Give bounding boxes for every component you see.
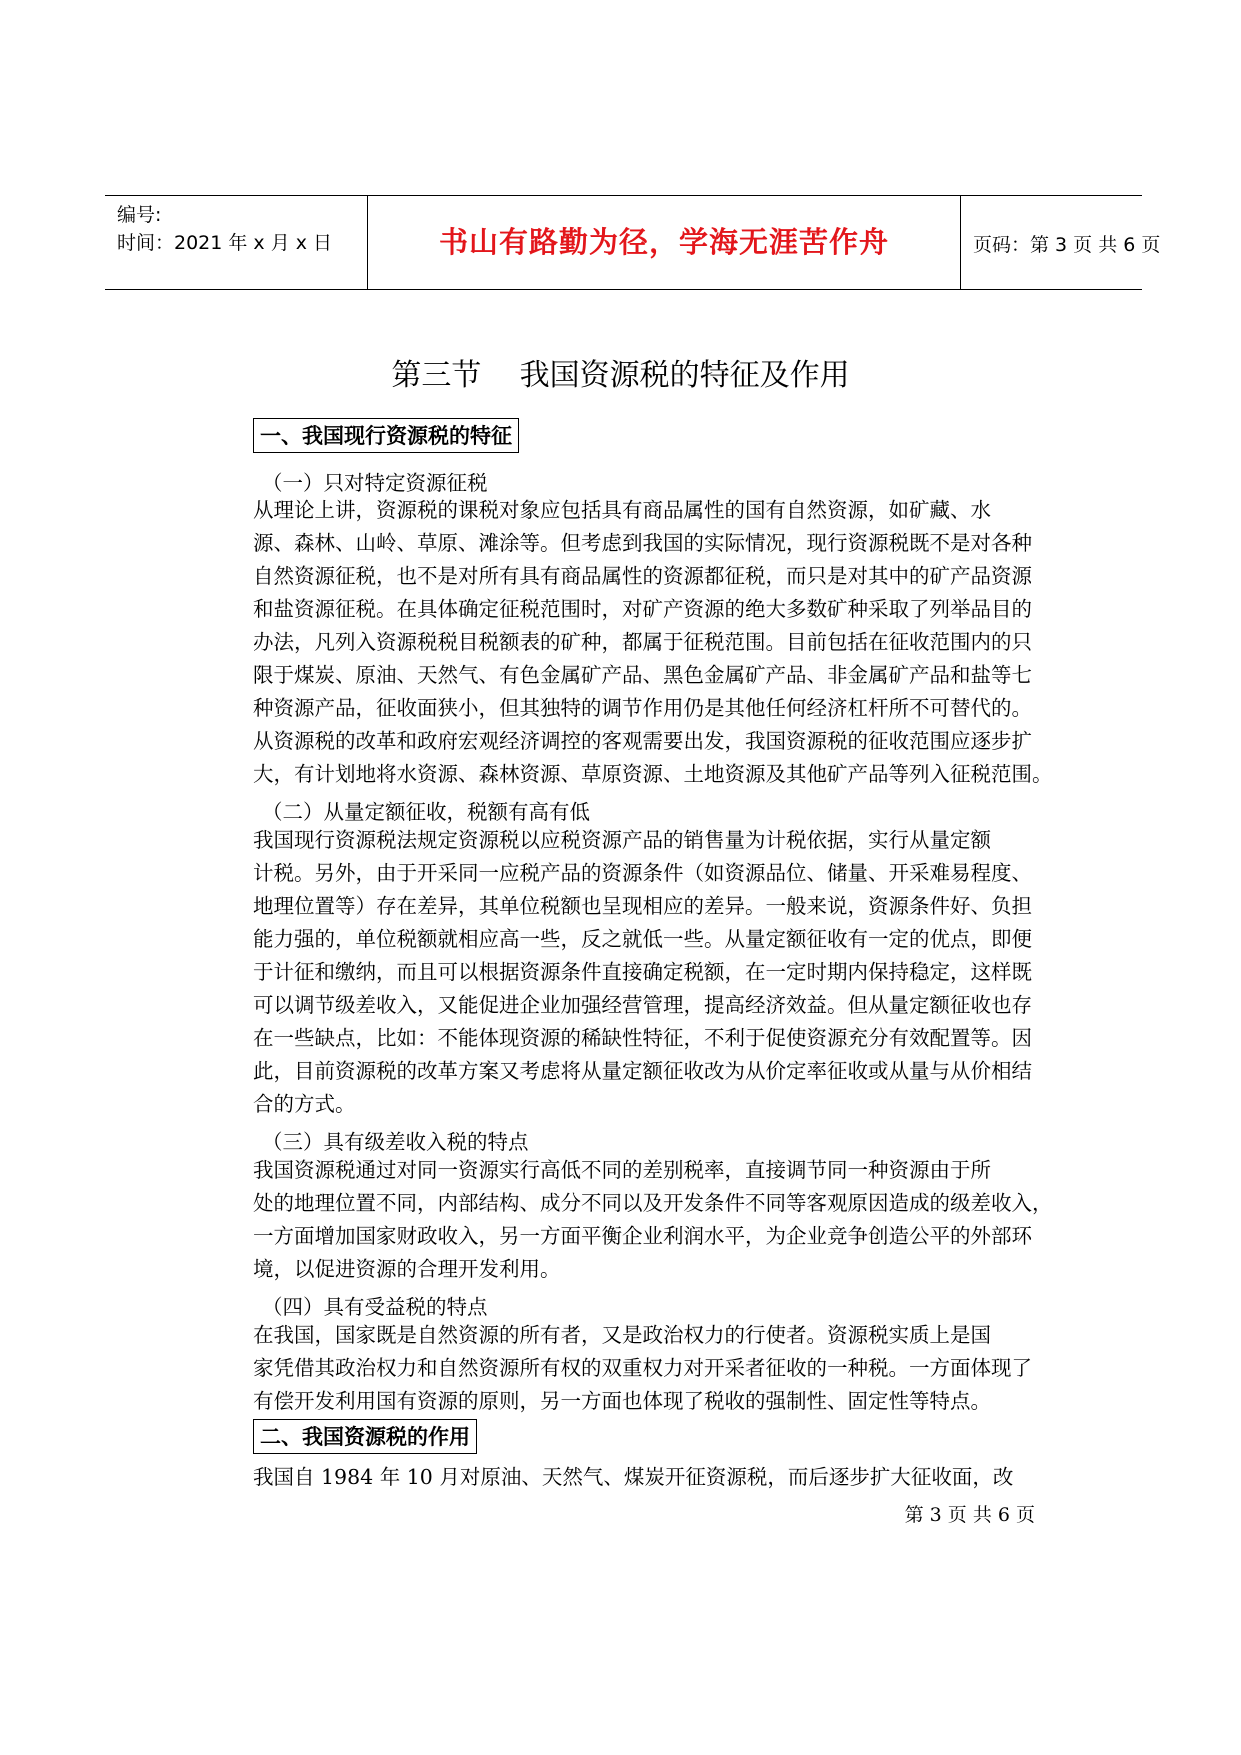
paragraph-line: 处的地理位置不同，内部结构、成分不同以及开发条件不同等客观原因造成的级差收入，	[253, 1191, 1053, 1215]
paragraph-line: 此，目前资源税的改革方案又考虑将从量定额征收改为从价定率征收或从量与从价相结	[253, 1059, 1032, 1083]
page-footer: 第 3 页 共 6 页	[904, 1504, 1035, 1526]
paragraph-line: 地理位置等）存在差异，其单位税额也呈现相应的差异。一般来说，资源条件好、负担	[253, 894, 1032, 918]
header-motto: 书山有路勤为径，学海无涯苦作舟	[438, 225, 889, 259]
paragraph-line: 能力强的，单位税额就相应高一些，反之就低一些。从量定额征收有一定的优点，即便	[253, 927, 1032, 951]
subheading-4: （四）具有受益税的特点	[262, 1295, 488, 1319]
paragraph-line: 从理论上讲，资源税的课税对象应包括具有商品属性的国有自然资源，如矿藏、水	[253, 498, 991, 522]
document-time-label: 时间：2021 年 x 月 x 日	[117, 232, 333, 254]
paragraph-line: 在一些缺点，比如：不能体现资源的稀缺性特征，不利于促使资源充分有效配置等。因	[253, 1026, 1032, 1050]
paragraph-line: 我国现行资源税法规定资源税以应税资源产品的销售量为计税依据，实行从量定额	[253, 828, 991, 852]
paragraph-line: 有偿开发利用国有资源的原则，另一方面也体现了税收的强制性、固定性等特点。	[253, 1389, 991, 1413]
paragraph-line: 限于煤炭、原油、天然气、有色金属矿产品、黑色金属矿产品、非金属矿产品和盐等七	[253, 663, 1032, 687]
paragraph-line: 可以调节级差收入，又能促进企业加强经营管理，提高经济效益。但从量定额征收也存	[253, 993, 1032, 1017]
section-heading-1: 一、我国现行资源税的特征	[253, 418, 519, 453]
paragraph-line: 境，以促进资源的合理开发利用。	[253, 1257, 561, 1281]
paragraph-line: 种资源产品，征收面狭小，但其独特的调节作用仍是其他任何经济杠杆所不可替代的。	[253, 696, 1032, 720]
section-heading-2: 二、我国资源税的作用	[253, 1419, 477, 1454]
paragraph-line: 计税。另外，由于开采同一应税产品的资源条件（如资源品位、储量、开采难易程度、	[253, 861, 1032, 885]
header-motto-cell	[368, 196, 961, 289]
page-title: 第三节 我国资源税的特征及作用	[391, 358, 850, 393]
paragraph-line: 源、森林、山岭、草原、滩涂等。但考虑到我国的实际情况，现行资源税既不是对各种	[253, 531, 1032, 555]
document-header	[105, 195, 1161, 290]
paragraph-line: 一方面增加国家财政收入，另一方面平衡企业利润水平，为企业竞争创造公平的外部环	[253, 1224, 1032, 1248]
paragraph-line: 和盐资源征税。在具体确定征税范围时，对矿产资源的绝大多数矿种采取了列举品目的	[253, 597, 1032, 621]
paragraph-line: 我国资源税通过对同一资源实行高低不同的差别税率，直接调节同一种资源由于所	[253, 1158, 991, 1182]
subheading-1: （一）只对特定资源征税	[262, 471, 488, 495]
paragraph-line: 在我国，国家既是自然资源的所有者，又是政治权力的行使者。资源税实质上是国	[253, 1323, 991, 1347]
paragraph-line: 于计征和缴纳，而且可以根据资源条件直接确定税额，在一定时期内保持稳定，这样既	[253, 960, 1032, 984]
paragraph-line: 办法，凡列入资源税税目税额表的矿种，都属于征税范围。目前包括在征收范围内的只	[253, 630, 1032, 654]
subheading-3: （三）具有级差收入税的特点	[262, 1130, 529, 1154]
paragraph-line: 我国自 1984 年 10 月对原油、天然气、煤炭开征资源税，而后逐步扩大征收面，改	[253, 1465, 1014, 1489]
paragraph-line: 合的方式。	[253, 1092, 356, 1116]
paragraph-line: 大，有计划地将水资源、森林资源、草原资源、土地资源及其他矿产品等列入征税范围。	[253, 762, 1053, 786]
header-meta-cell	[105, 196, 368, 289]
paragraph-line: 家凭借其政治权力和自然资源所有权的双重权力对开采者征收的一种税。一方面体现了	[253, 1356, 1032, 1380]
subheading-2: （二）从量定额征收，税额有高有低	[262, 800, 590, 824]
document-number-label: 编号:	[117, 204, 162, 226]
paragraph-line: 从资源税的改革和政府宏观经济调控的客观需要出发，我国资源税的征收范围应逐步扩	[253, 729, 1032, 753]
header-page-info: 页码：第 3 页 共 6 页	[973, 234, 1161, 256]
header-page-cell	[961, 196, 1161, 289]
paragraph-line: 自然资源征税，也不是对所有具有商品属性的资源都征税，而只是对其中的矿产品资源	[253, 564, 1032, 588]
